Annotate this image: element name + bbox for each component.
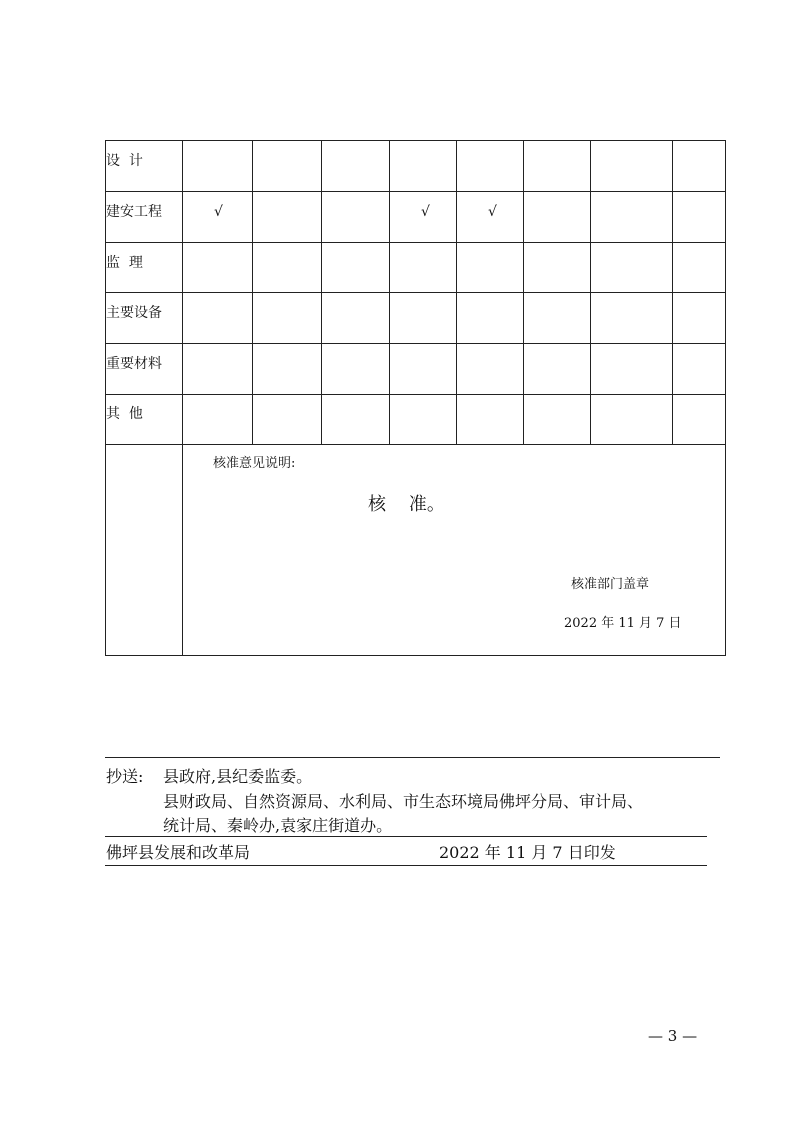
cc-recipients-line3: 统计局、秦岭办,袁家庄街道办。: [163, 816, 393, 835]
opinion-heading: 核准意见说明:: [213, 456, 296, 471]
column-divider: [252, 141, 253, 444]
row-divider: [106, 191, 725, 192]
row-label-design: 设 计: [106, 153, 143, 169]
row-divider: [106, 394, 725, 395]
row-label-supervision: 监 理: [106, 255, 143, 271]
column-divider: [672, 141, 673, 444]
row-label-other: 其 他: [106, 406, 143, 422]
check-mark: √: [421, 204, 430, 220]
footer-top-rule: [105, 757, 720, 758]
row-divider: [106, 444, 725, 445]
row-divider: [106, 292, 725, 293]
column-divider: [182, 141, 183, 655]
issue-date: 2022 年 11 月 7 日印发: [439, 843, 616, 862]
row-divider: [106, 242, 725, 243]
page-number: — 3 —: [648, 1027, 698, 1045]
footer-bottom-rule: [105, 865, 707, 866]
check-mark: √: [488, 204, 497, 220]
column-divider: [389, 141, 390, 444]
issuer-name: 佛坪县发展和改革局: [106, 843, 251, 862]
row-label-equipment: 主要设备: [106, 305, 162, 321]
row-divider: [106, 343, 725, 344]
cc-recipients-line2: 县财政局、自然资源局、水利局、市生态环境局佛坪分局、审计局、: [163, 792, 644, 811]
cc-label: 抄送:: [106, 767, 144, 786]
row-label-materials: 重要材料: [106, 356, 162, 372]
stamp-label: 核准部门盖章: [571, 577, 650, 592]
check-mark: √: [214, 204, 223, 220]
footer-middle-rule: [105, 836, 707, 837]
row-label-construction: 建安工程: [106, 204, 162, 220]
cc-recipients-line1: 县政府,县纪委监委。: [163, 767, 313, 786]
opinion-decision: 核 准。: [368, 494, 445, 515]
column-divider: [321, 141, 322, 444]
column-divider: [523, 141, 524, 444]
column-divider: [590, 141, 591, 444]
column-divider: [456, 141, 457, 444]
approval-date: 2022 年 11 月 7 日: [564, 616, 682, 631]
